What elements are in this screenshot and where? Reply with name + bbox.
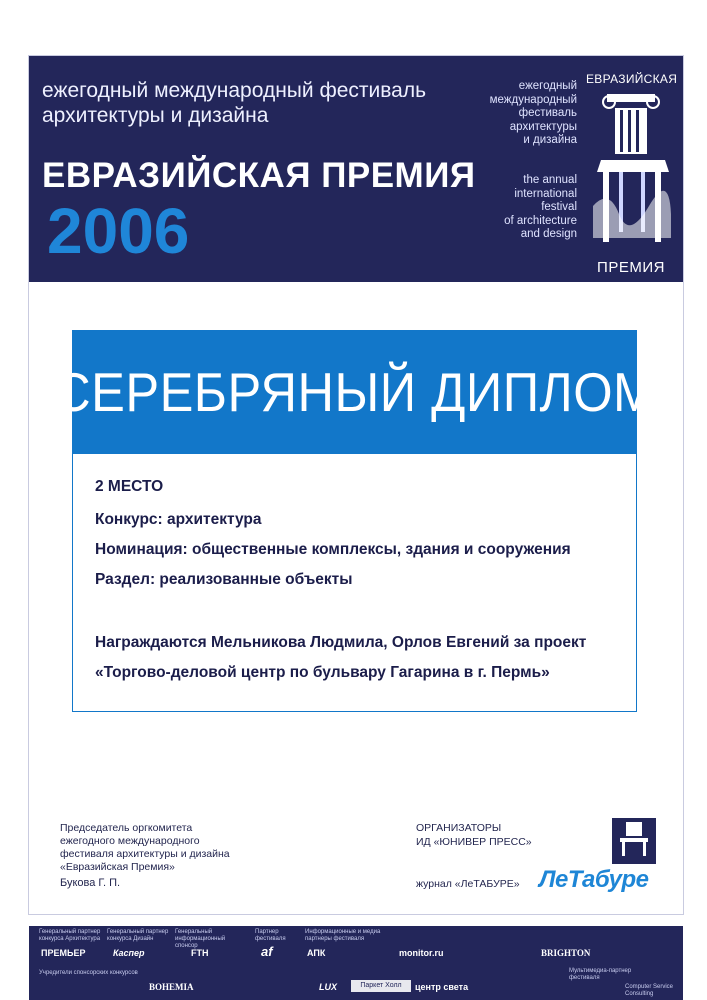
sponsor-logo: BOHEMIA [149,982,194,992]
side-ru-line: фестиваль [518,107,577,119]
side-en-line: international [514,187,577,200]
award-recipients: Награждаются Мельникова Людмила, Орлов Евгений за проект [95,634,587,651]
side-text-ru [467,80,577,148]
side-en-line: of architecture [504,214,577,227]
festival-subtitle: ежегодный международный фестиваль архитектуры и дизайна [42,79,427,127]
sponsor-logo: FTH [191,948,209,958]
sponsor-label: Информационные и медиа партнеры фестиваля [305,929,381,942]
sponsor-logo: Паркет Холл [351,980,411,992]
chairman-line: Председатель оргкомитета [60,822,193,834]
logo-top-text: ЕВРАЗИЙСКАЯ [586,72,678,86]
side-ru-line: ежегодный [518,80,577,92]
sponsor-label: Генеральный партнер конкурса Дизайн [107,929,169,942]
sponsor-logo: LUX [319,982,337,992]
chairman-block [60,822,280,874]
award-section: Раздел: реализованные объекты [95,571,353,588]
chair-icon [612,818,656,858]
sponsor-logo: ПРЕМЬЕР [41,948,86,958]
chairman-line: «Евразийская Премия» [60,861,175,873]
festival-title: ЕВРАЗИЙСКАЯ ПРЕМИЯ [42,156,476,195]
diploma-title-band [53,330,656,454]
sponsor-logo: Computer Service Consulting [625,984,674,997]
sponsor-label: Генеральный информационный спонсор [175,929,226,949]
sponsor-label: Мультимедиа-партнер фестиваля [569,968,632,981]
festival-logo [586,72,676,276]
award-nomination: Номинация: общественные комплексы, здания и сооружения [95,541,571,558]
sponsor-label: Учредители спонсорских конкурсов [39,970,138,976]
side-text-en [467,174,577,242]
sponsor-logo: af [261,944,273,959]
diploma-title: СЕРЕБРЯНЫЙ ДИПЛОМ [53,361,656,423]
organizers-heading: ОРГАНИЗАТОРЫ [416,822,502,834]
sponsor-logo: центр светa [415,982,469,992]
chairman-name: Букова Г. П. [60,877,121,889]
award-contest: Конкурс: архитектура [95,511,262,528]
chair-column-icon [589,88,673,256]
side-ru-line: архитектуры [509,120,577,133]
chairman-line: фестиваля архитектуры и дизайна [60,848,230,860]
header-banner [29,56,683,282]
festival-year: 2006 [47,195,190,267]
sponsor-footer [29,926,683,1000]
logo-bottom-text: ПРЕМИЯ [597,259,665,276]
organizer-name: ИД «ЮНИВЕР ПРЕСС» [416,836,532,848]
sponsor-label: Партнер фестиваля [255,929,286,942]
award-place: 2 МЕСТО [95,478,164,495]
sponsor-logo: BRIGHTON [541,948,591,958]
side-en-line: the annual [523,174,577,186]
sponsor-logo: Каспер [113,948,145,958]
journal-name: журнал «ЛеТАБУРЕ» [416,878,520,890]
mini-festival-logo [612,818,656,864]
side-en-line: and design [520,228,577,240]
chairman-line: ежегодного международного [60,835,200,847]
award-project: «Торгово-деловой центр по бульвару Гагарина в г. Пермь» [95,664,550,681]
journal-logo: ЛеТабуре [539,866,649,893]
side-ru-line: международный [489,93,577,106]
sponsor-logo: monitor.ru [399,948,444,958]
side-ru-line: и дизайна [523,134,577,146]
sponsor-logo: АПК [307,948,326,958]
side-en-line: festival [541,201,577,213]
sponsor-label: Генеральный партнер конкурса Архитектура [39,929,101,942]
